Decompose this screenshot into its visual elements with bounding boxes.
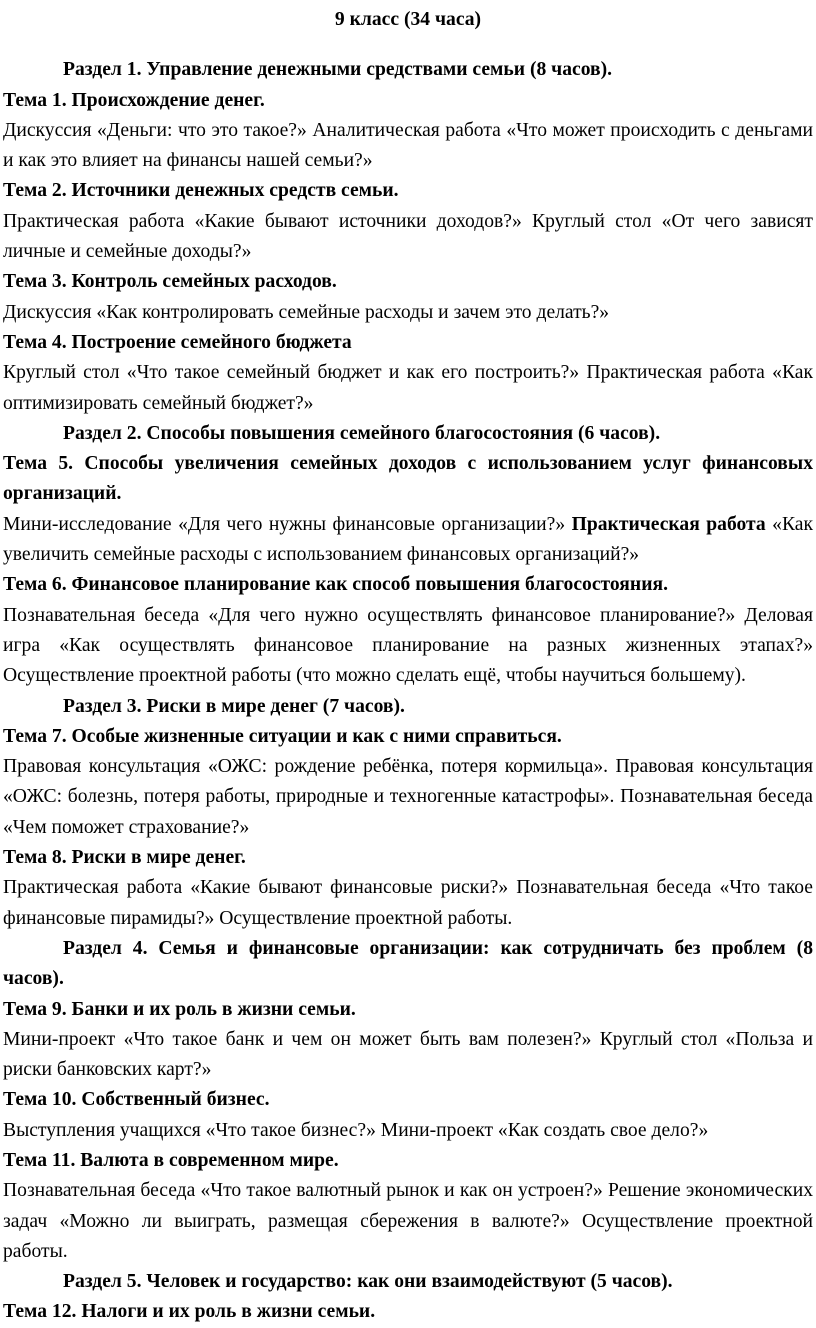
topic-description: Практическая работа «Какие бывают финансовые риски?» Познавательная беседа «Что такое финансовые пирамиды?» Осуществление проектной работы. xyxy=(3,877,813,929)
document-title: 9 класс (34 часа) xyxy=(334,9,482,30)
topic-description: Дискуссия «Деньги: что это такое?» Аналитическая работа «Что может происходить с деньгами и как это влияет на финансы нашей семьи?» xyxy=(3,119,813,172)
topic-description: Круглый стол «Что такое семейный бюджет и как его построить?» Практическая работа «Как оптимизировать семейный бюджет?» xyxy=(3,362,813,414)
description-bold-text: Практическая работа xyxy=(571,513,766,535)
section-heading: Раздел 5. Человек и государство: как они взаимодействуют (5 часов). xyxy=(63,1271,673,1293)
topic-description: Дискуссия «Как контролировать семейные расходы и зачем это делать?» xyxy=(3,301,610,323)
topic-description: Познавательная беседа «Для чего нужно осуществлять финансовое планирование?» Деловая игра «Как осуществлять финансовое планирование на разных жизненных этапах?» Осуществление проектной работы (что можно сделать ещё, чтобы научиться большему). xyxy=(3,604,813,687)
topic-heading: Тема 9. Банки и их роль в жизни семьи. xyxy=(3,998,356,1020)
section-heading: Раздел 4. Семья и финансовые организации: как сотрудничать без проблем (8 часов). xyxy=(3,937,813,990)
topic-heading: Тема 8. Риски в мире денег. xyxy=(3,847,246,869)
section-heading: Раздел 3. Риски в мире денег (7 часов). xyxy=(63,695,405,717)
section-heading: Раздел 2. Способы повышения семейного благосостояния (6 часов). xyxy=(63,422,661,444)
description-text: Мини-исследование «Для чего нужны финансовые организации?» xyxy=(3,513,572,535)
topic-description: Выступления учащихся «Что такое бизнес?» Мини-проект «Как создать свое дело?» xyxy=(3,1119,709,1141)
topic-heading: Тема 7. Особые жизненные ситуации и как с ними справиться. xyxy=(3,725,562,747)
topic-heading: Тема 11. Валюта в современном мире. xyxy=(3,1149,339,1171)
topic-heading: Тема 2. Источники денежных средств семьи. xyxy=(3,180,399,202)
topic-description: Мини-проект «Что такое банк и чем он может быть вам полезен?» Круглый стол «Польза и риски банковских карт?» xyxy=(3,1028,813,1081)
topic-heading: Тема 3. Контроль семейных расходов. xyxy=(3,271,337,293)
topic-heading: Тема 5. Способы увеличения семейных доходов с использованием услуг финансовых организаций. xyxy=(3,453,813,505)
topic-description: Познавательная беседа «Что такое валютный рынок и как он устроен?» Решение экономических задач «Можно ли выиграть, размещая сбережения в валюте?» Осуществление проектной работы. xyxy=(3,1180,813,1262)
description-text: «Как увеличить семейные расходы с использованием финансовых организаций?» xyxy=(3,513,813,566)
document-page xyxy=(0,5,816,1323)
topic-description: Правовая консультация «ОЖС: рождение ребёнка, потеря кормильца». Правовая консультация «ОЖС: болезнь, потеря работы, природные и техногенные катастрофы». Познавательная беседа «Чем поможет страхование?» xyxy=(3,756,813,838)
topic-heading: Тема 4. Построение семейного бюджета xyxy=(3,331,352,353)
topic-heading: Тема 1. Происхождение денег. xyxy=(3,89,265,111)
topic-heading: Тема 12. Налоги и их роль в жизни семьи. xyxy=(3,1301,376,1323)
topic-heading: Тема 6. Финансовое планирование как способ повышения благосостояния. xyxy=(3,574,668,596)
topic-heading: Тема 10. Собственный бизнес. xyxy=(3,1089,270,1111)
topic-description xyxy=(3,510,813,571)
section-heading: Раздел 1. Управление денежными средствами семьи (8 часов). xyxy=(63,59,613,81)
topic-description: Практическая работа «Какие бывают источники доходов?» Круглый стол «От чего зависят личные и семейные доходы?» xyxy=(3,210,813,263)
